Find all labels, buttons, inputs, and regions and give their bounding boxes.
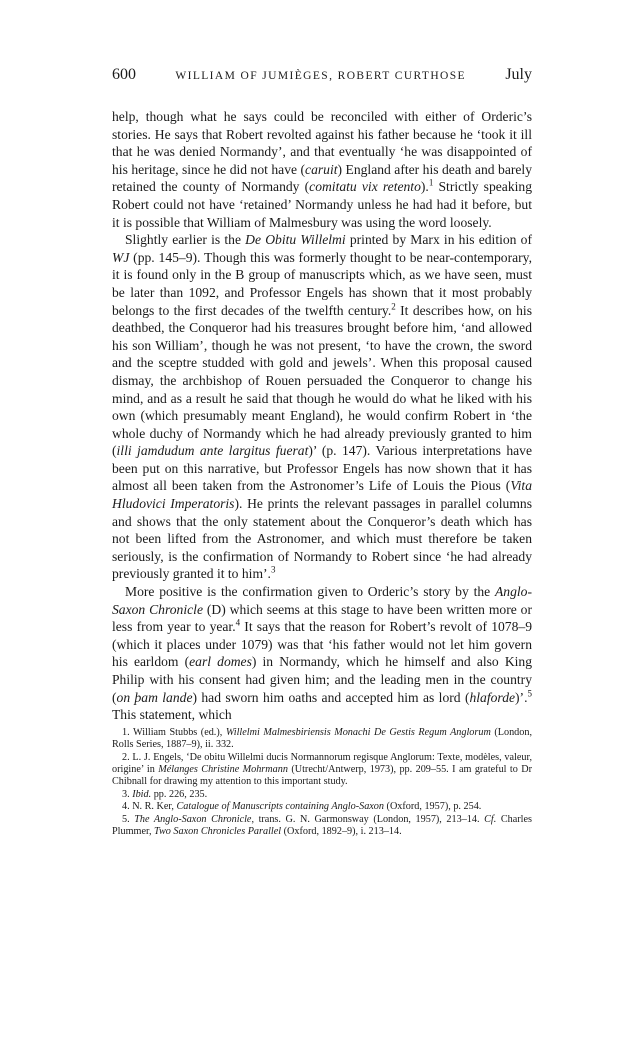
footnotes xyxy=(112,727,532,839)
text-run: printed by Marx in his edition of xyxy=(345,232,532,248)
italic-text: De Obitu Willelmi xyxy=(245,232,346,248)
text-run: Slightly earlier is the xyxy=(125,232,246,248)
text-run: ). xyxy=(420,179,429,195)
text-run: ) England after his death and barely retained the county of Normandy ( xyxy=(112,161,532,195)
italic-text: Ibid. xyxy=(132,788,152,800)
italic-text: Anglo-Saxon Chronicle xyxy=(112,584,532,617)
footnote xyxy=(112,814,532,839)
text-run: ) in Normandy, which he himself and also King Philip with his consent had given him; and the leading men in the country ( xyxy=(112,654,533,705)
body-text xyxy=(112,108,532,724)
footnote-ref: 1 xyxy=(428,177,434,188)
footnote xyxy=(112,727,532,752)
text-run: help, though what he says could be reconciled with either of Orderic’s stories. He says that Robert revolted against his father because he ‘took it ill that he was denied Normandy’, and that eventually ‘he was disappointed of his heritage, since he did not have ( xyxy=(112,109,532,177)
italic-text: Cf. xyxy=(484,813,497,825)
header-month: July xyxy=(505,66,532,83)
italic-text: Catalogue of Manuscripts containing Anglo-Saxon xyxy=(176,801,384,813)
italic-text: on þam lande xyxy=(116,689,193,705)
text-run: ) had sworn him oaths and accepted him as lord ( xyxy=(192,689,470,705)
footnote-ref: 5 xyxy=(527,688,532,699)
text-run: (D) which seems at this stage to have been written more or less from year to year. xyxy=(112,601,532,635)
footnote-ref: 2 xyxy=(391,301,396,311)
text-run: (Oxford, 1957), p. 254. xyxy=(384,801,482,813)
text-run: (pp. 145–9). Though this was formerly thought to be near-contemporary, it is found only in the B group of manuscripts which, as we have seen, must be later than 1092, and Professor Engels has shown that it most probably belongs to the first decades of the twelfth century. xyxy=(112,249,532,318)
text-run: It says that the reason for Robert’s revolt of 1078–9 (which it places under 1079) was that ‘his father would not let him govern his earldom ( xyxy=(112,619,532,670)
italic-text: hlaforde xyxy=(469,689,516,705)
running-header xyxy=(112,66,532,88)
footnote xyxy=(112,752,532,789)
italic-text: Two Saxon Chronicles Parallel xyxy=(154,826,282,838)
text-run: 1. William Stubbs (ed.), xyxy=(122,726,226,738)
text-run: 4. N. R. Ker, xyxy=(122,801,177,813)
text-run: pp. 226, 235. xyxy=(151,788,208,800)
footnote-ref: 4 xyxy=(235,617,241,628)
footnote xyxy=(112,801,532,813)
running-title: WILLIAM OF JUMIÈGES, ROBERT CURTHOSE xyxy=(175,70,466,82)
paragraph xyxy=(112,583,532,724)
text-run: Charles Plummer, xyxy=(112,813,532,838)
italic-text: WJ xyxy=(112,249,130,265)
text-run: It describes how, on his deathbed, the Conqueror had his treasures brought before him, ‘and allowed his son William’, though he was not present, ‘to have the crown, the sword and the sceptre studded with gold and jewels’. When this proposal caused dismay, the archbishop of Rouen persuaded the Conqueror to change his mind, and as a result he said that though he would do what he liked with his own (which presumably meant England), he would confirm Robert in ‘the whole duchy of Normandy which he had already previously granted to him ( xyxy=(112,302,532,459)
text-run: 2. L. J. Engels, ‘De obitu Willelmi ducis Normannorum regisque Anglorum: Texte, modèles, valeur, origine’ in xyxy=(112,751,532,775)
paragraph xyxy=(112,231,532,583)
text-run: 3. xyxy=(122,788,133,800)
footnote-ref: 3 xyxy=(270,564,276,575)
paragraph xyxy=(112,108,532,231)
page xyxy=(112,66,532,838)
text-run: More positive is the confirmation given to Orderic’s story by the xyxy=(125,584,495,600)
text-run: (Oxford, 1892–9), i. 213–14. xyxy=(281,826,402,838)
italic-text: comitatu vix retento xyxy=(309,179,421,195)
footnote xyxy=(112,789,532,801)
text-run: ). He prints the relevant passages in parallel columns and shows that the only statement about the Conqueror’s death which has not been lifted from the Astronomer, and which must therefore be taken seriously, is the confirmation of Normandy to Robert since ‘he had already previously granted it to him’. xyxy=(112,496,532,582)
italic-text: earl domes xyxy=(189,654,252,670)
text-run: )’ (p. 147). Various interpretations have been put on this narrative, but Professor Engels has now shown that it has almost all been taken from the Astronomer’s Life of Louis the Pious ( xyxy=(112,443,532,494)
text-run: (Utrecht/Antwerp, 1973), pp. 209–55. I am grateful to Dr Chibnall for drawing my attention to this important study. xyxy=(112,764,533,788)
text-run: )’. xyxy=(515,689,528,705)
italic-text: The Anglo-Saxon Chronicle xyxy=(134,813,252,825)
italic-text: Willelmi Malmesbiriensis Monachi De Gestis Regum Anglorum xyxy=(225,726,491,738)
text-run: 5. xyxy=(122,813,135,825)
page-number: 600 xyxy=(112,66,136,83)
italic-text: Vita Hludovici Imperatoris xyxy=(112,478,532,512)
italic-text: caruit xyxy=(305,161,338,177)
text-run: (London, Rolls Series, 1887–9), ii. 332. xyxy=(112,726,533,751)
text-run: Strictly speaking Robert could not have ‘retained’ Normandy unless he had had it before, but it is possible that William of Malmesbury was using the word loosely. xyxy=(112,179,532,230)
text-run: This statement, which xyxy=(112,707,232,723)
italic-text: Mélanges Christine Mohrmann xyxy=(158,764,288,775)
italic-text: illi jamdudum ante largitus fuerat xyxy=(116,443,309,459)
text-run: , trans. G. N. Garmonsway (London, 1957), 213–14. xyxy=(251,813,485,825)
